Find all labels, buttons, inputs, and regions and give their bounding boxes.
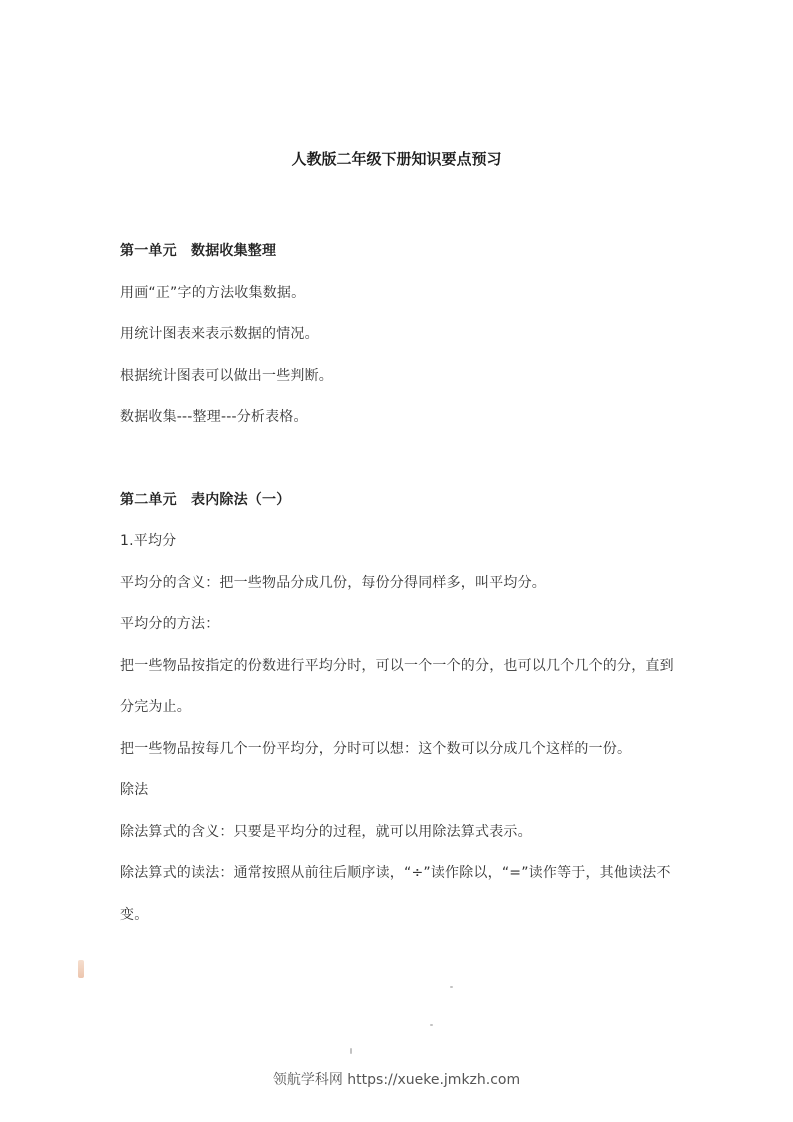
scan-artifact [78,960,84,978]
paragraph: 根据统计图表可以做出一些判断。 [120,367,333,384]
paragraph: 把一些物品按指定的份数进行平均分时，可以一个一个的分，也可以几个几个的分，直到分完为止。 [120,657,674,715]
paragraph: 把一些物品按每几个一份平均分，分时可以想：这个数可以分成几个这样的一份。 [120,740,632,757]
paragraph: 用统计图表来表示数据的情况。 [120,326,319,342]
paragraph: 除法算式的含义：只要是平均分的过程，就可以用除法算式表示。 [120,823,532,840]
section-heading: 第二单元 表内除法（一） [120,491,291,508]
document-title: 人教版二年级下册知识要点预习 [291,150,502,168]
paragraph: 平均分的含义：把一些物品分成几份，每份分得同样多，叫平均分。 [120,574,546,591]
section-unit-1 [120,231,680,439]
scan-speck [350,1048,352,1054]
document-body [120,231,680,936]
section-unit-2 [120,480,680,937]
paragraph: 平均分的方法： [120,616,220,632]
paragraph: 除法 [120,782,149,798]
scan-speck [450,986,453,988]
scan-speck [430,1024,433,1026]
paragraph: 用画“正”字的方法收集数据。 [120,284,306,301]
paragraph: 1.平均分 [120,533,177,549]
section-heading: 第一单元 数据收集整理 [120,243,277,259]
footer-watermark: 领航学科网 https://xueke.jmkzh.com [272,1072,521,1088]
paragraph: 除法算式的读法：通常按照从前往后顺序读，“÷”读作除以，“=”读作等于，其他读法不变。 [120,865,671,923]
paragraph: 数据收集---整理---分析表格。 [120,409,308,425]
